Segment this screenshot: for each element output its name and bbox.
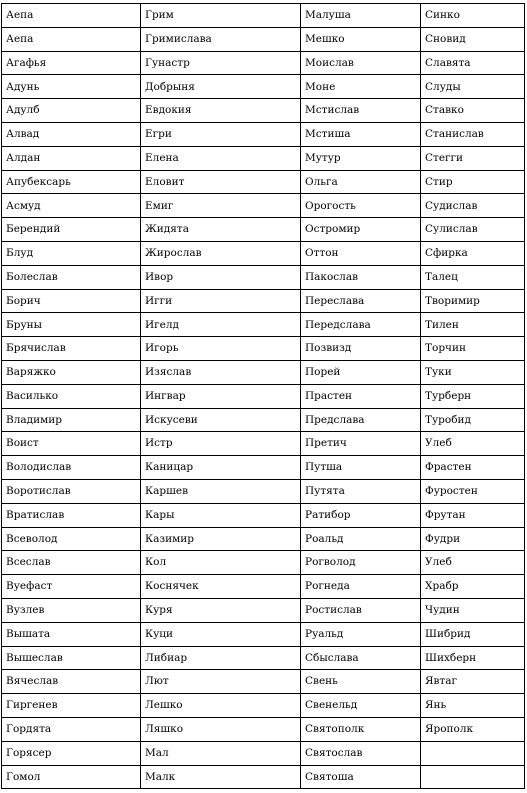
table-row (2, 479, 525, 503)
table-cell: Емиг (141, 194, 301, 218)
table-row (2, 146, 525, 170)
table-cell: Мстислав (301, 99, 421, 123)
table-cell: Аепа (2, 27, 141, 51)
table-cell: Моне (301, 75, 421, 99)
table-cell: Игорь (141, 337, 301, 361)
table-cell: Слуды (421, 75, 525, 99)
table-cell: Егри (141, 122, 301, 146)
table-cell: Орогость (301, 194, 421, 218)
table-row (2, 337, 525, 361)
table-cell: Мутур (301, 146, 421, 170)
table-cell: Святоша (301, 765, 421, 789)
table-cell: Сновид (421, 27, 525, 51)
table-cell: Роальд (301, 527, 421, 551)
table-cell: Ратибор (301, 503, 421, 527)
table-cell: Мстиша (301, 122, 421, 146)
names-table (1, 3, 525, 789)
table-cell: Борич (2, 289, 141, 313)
table-cell: Переслава (301, 289, 421, 313)
table-cell: Фрастен (421, 456, 525, 480)
table-cell: Предслава (301, 408, 421, 432)
table-cell: Изяслав (141, 360, 301, 384)
table-row (2, 551, 525, 575)
table-cell: Кол (141, 551, 301, 575)
table-row (2, 575, 525, 599)
table-cell (421, 765, 525, 789)
table-cell: Передслава (301, 313, 421, 337)
table-cell: Апубексарь (2, 170, 141, 194)
table-cell: Прастен (301, 384, 421, 408)
table-cell: Янь (421, 694, 525, 718)
table-row (2, 670, 525, 694)
table-cell: Стир (421, 170, 525, 194)
table-row (2, 4, 525, 28)
table-cell: Грим (141, 4, 301, 28)
table-cell: Фудри (421, 527, 525, 551)
table-row (2, 456, 525, 480)
table-row (2, 527, 525, 551)
table-cell: Гунастр (141, 51, 301, 75)
table-row (2, 408, 525, 432)
table-cell: Рогнеда (301, 575, 421, 599)
table-cell: Ростислав (301, 598, 421, 622)
table-cell: Асмуд (2, 194, 141, 218)
table-cell: Еловит (141, 170, 301, 194)
table-cell: Фуростен (421, 479, 525, 503)
table-cell: Шихберн (421, 646, 525, 670)
table-cell: Ляшко (141, 717, 301, 741)
table-cell: Каршев (141, 479, 301, 503)
table-cell: Владимир (2, 408, 141, 432)
table-cell: Бруны (2, 313, 141, 337)
table-cell: Володислав (2, 456, 141, 480)
table-cell: Сбыслава (301, 646, 421, 670)
table-row (2, 265, 525, 289)
table-cell: Варяжко (2, 360, 141, 384)
table-cell: Воист (2, 432, 141, 456)
table-cell: Гиргенев (2, 694, 141, 718)
table-row (2, 51, 525, 75)
names-table-body (2, 4, 525, 789)
table-cell: Мал (141, 741, 301, 765)
table-cell: Чудин (421, 598, 525, 622)
table-cell: Гримислава (141, 27, 301, 51)
table-cell: Турберн (421, 384, 525, 408)
table-cell: Всеслав (2, 551, 141, 575)
table-cell: Улеб (421, 551, 525, 575)
table-cell: Всеволод (2, 527, 141, 551)
table-cell: Игелд (141, 313, 301, 337)
table-cell: Брячислав (2, 337, 141, 361)
table-cell: Ольга (301, 170, 421, 194)
table-cell: Василько (2, 384, 141, 408)
table-row (2, 765, 525, 789)
table-cell: Агафья (2, 51, 141, 75)
table-cell: Адулб (2, 99, 141, 123)
table-cell: Ингвар (141, 384, 301, 408)
table-cell: Гомол (2, 765, 141, 789)
table-cell: Коснячек (141, 575, 301, 599)
table-cell: Малуша (301, 4, 421, 28)
table-cell: Торчин (421, 337, 525, 361)
table-row (2, 622, 525, 646)
table-cell: Вратислав (2, 503, 141, 527)
table-cell: Претич (301, 432, 421, 456)
table-cell: Творимир (421, 289, 525, 313)
table-cell: Путша (301, 456, 421, 480)
table-cell: Остромир (301, 218, 421, 242)
table-cell: Храбр (421, 575, 525, 599)
table-row (2, 194, 525, 218)
table-cell: Рогволод (301, 551, 421, 575)
table-cell: Сфирка (421, 241, 525, 265)
table-cell: Моислав (301, 51, 421, 75)
table-cell: Сулислав (421, 218, 525, 242)
table-cell: Мешко (301, 27, 421, 51)
table-cell: Жирослав (141, 241, 301, 265)
table-row (2, 99, 525, 123)
table-cell: Явтаг (421, 670, 525, 694)
table-cell: Ивор (141, 265, 301, 289)
table-row (2, 122, 525, 146)
table-cell: Туки (421, 360, 525, 384)
table-cell: Ставко (421, 99, 525, 123)
table-cell: Станислав (421, 122, 525, 146)
table-cell: Святослав (301, 741, 421, 765)
table-cell: Лешко (141, 694, 301, 718)
table-cell: Вячеслав (2, 670, 141, 694)
table-cell: Стегги (421, 146, 525, 170)
table-cell: Улеб (421, 432, 525, 456)
table-row (2, 741, 525, 765)
table-row (2, 241, 525, 265)
table-cell: Свень (301, 670, 421, 694)
table-row (2, 384, 525, 408)
table-cell: Свенельд (301, 694, 421, 718)
table-cell: Алвад (2, 122, 141, 146)
table-cell: Евдокия (141, 99, 301, 123)
table-cell: Пакослав (301, 265, 421, 289)
table-row (2, 646, 525, 670)
table-cell: Славята (421, 51, 525, 75)
table-row (2, 289, 525, 313)
table-cell: Игги (141, 289, 301, 313)
table-cell: Елена (141, 146, 301, 170)
table-row (2, 170, 525, 194)
table-row (2, 598, 525, 622)
table-cell: Оттон (301, 241, 421, 265)
table-cell: Вышеслав (2, 646, 141, 670)
table-cell (421, 741, 525, 765)
table-cell: Вышата (2, 622, 141, 646)
table-cell: Казимир (141, 527, 301, 551)
table-cell: Блуд (2, 241, 141, 265)
table-row (2, 75, 525, 99)
table-row (2, 27, 525, 51)
table-cell: Искусеви (141, 408, 301, 432)
table-cell: Каницар (141, 456, 301, 480)
table-cell: Святополк (301, 717, 421, 741)
table-cell: Фрутан (421, 503, 525, 527)
table-cell: Берендий (2, 218, 141, 242)
table-cell: Горясер (2, 741, 141, 765)
table-row (2, 360, 525, 384)
table-cell: Шибрид (421, 622, 525, 646)
table-cell: Истр (141, 432, 301, 456)
table-cell: Адунь (2, 75, 141, 99)
table-cell: Вуефаст (2, 575, 141, 599)
table-cell: Кары (141, 503, 301, 527)
table-cell: Малк (141, 765, 301, 789)
table-row (2, 218, 525, 242)
table-cell: Куря (141, 598, 301, 622)
table-row (2, 717, 525, 741)
table-cell: Жидята (141, 218, 301, 242)
table-row (2, 503, 525, 527)
table-cell: Добрыня (141, 75, 301, 99)
table-cell: Либиар (141, 646, 301, 670)
table-cell: Судислав (421, 194, 525, 218)
table-cell: Позвизд (301, 337, 421, 361)
table-cell: Талец (421, 265, 525, 289)
table-cell: Порей (301, 360, 421, 384)
table-cell: Руальд (301, 622, 421, 646)
table-cell: Гордята (2, 717, 141, 741)
table-cell: Путята (301, 479, 421, 503)
table-cell: Куци (141, 622, 301, 646)
table-row (2, 313, 525, 337)
table-cell: Тилен (421, 313, 525, 337)
table-cell: Лют (141, 670, 301, 694)
table-cell: Ярополк (421, 717, 525, 741)
table-cell: Воротислав (2, 479, 141, 503)
table-cell: Алдан (2, 146, 141, 170)
table-cell: Туробид (421, 408, 525, 432)
table-row (2, 694, 525, 718)
table-cell: Синко (421, 4, 525, 28)
table-cell: Болеслав (2, 265, 141, 289)
table-cell: Аепа (2, 4, 141, 28)
table-row (2, 432, 525, 456)
table-cell: Вузлев (2, 598, 141, 622)
